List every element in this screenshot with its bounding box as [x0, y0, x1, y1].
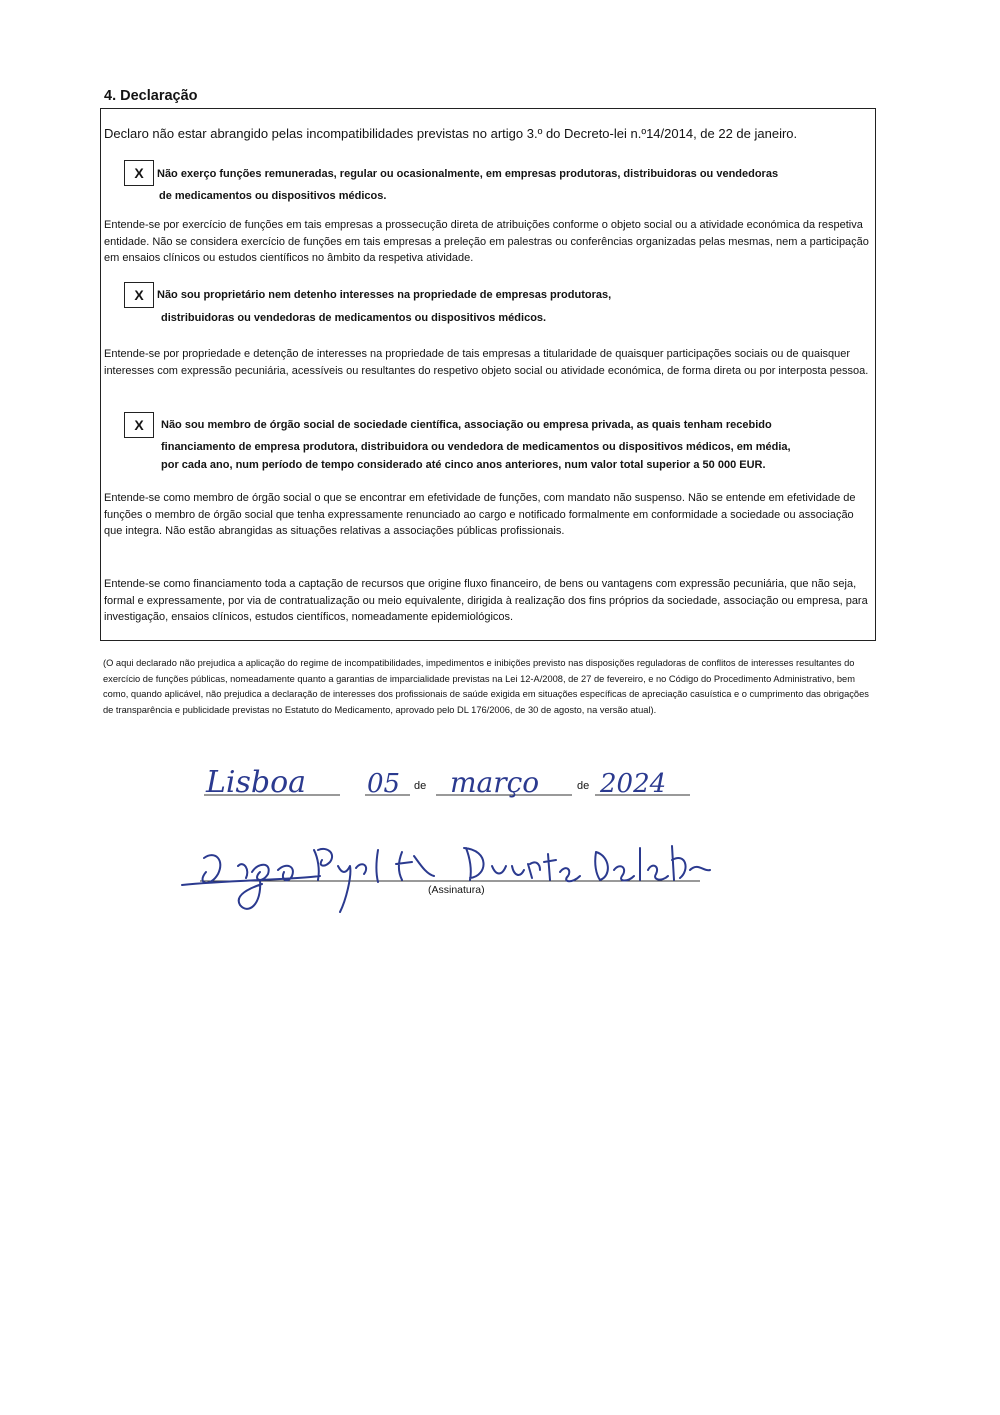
checkbox-mark: X — [134, 165, 144, 181]
checkbox-mark: X — [134, 287, 144, 303]
signature-label: (Assinatura) — [428, 884, 485, 896]
checkbox-no-ownership[interactable] — [124, 282, 154, 308]
financing-note: Entende-se como financiamento toda a captação de recursos que origine fluxo financeiro, de bens ou vantagens com expressão pecuniária, que não seja, formal e expressamente, por via de contratualização ou meio equivalente, dirigida à realização dos fins próprios da sociedade, associação ou empresa, para investigação, ensaios clínicos, estudos científicos, nomeadamente epidemiológicos. — [104, 578, 868, 623]
option-note: Entende-se como membro de órgão social o que se encontrar em efetividade de funções, com mandato não suspenso. Não se entende em efetividade de funções o membro de órgão social que tenha expressamente renunciado ao cargo e notificado formalmente em conformidade a sociedade ou associação que integra. Não estão abrangidas as situações relativas a associações públicas profissionais. — [104, 492, 856, 537]
signature-drawing — [182, 846, 710, 912]
date-day: 05 — [367, 769, 401, 799]
option-text: de medicamentos ou dispositivos médicos. — [159, 190, 387, 202]
declaration-box — [100, 108, 876, 641]
option-note: Entende-se por propriedade e detenção de interesses na propriedade de tais empresas a titularidade de quaisquer participações sociais ou de quaisquer interesses com expressão pecuniária, acessíveis ou resultantes do respetivo objeto social ou atividade económica, de forma direta ou por interposta pessoa. — [104, 348, 869, 377]
date-connector: de — [414, 780, 427, 792]
option-text: financiamento de empresa produtora, distribuidora ou vendedora de medicamentos ou dispositivos médicos, em média, — [161, 441, 791, 453]
option-text: Não sou membro de órgão social de sociedade científica, associação ou empresa privada, as quais tenham recebido — [161, 419, 772, 431]
option-text: distribuidoras ou vendedoras de medicamentos ou dispositivos médicos. — [161, 312, 547, 324]
date-connector: de — [577, 780, 590, 792]
checkbox-no-social-body-membership[interactable] — [124, 412, 154, 438]
section-title: 4. Declaração — [104, 88, 198, 104]
option-text: Não exerço funções remuneradas, regular ou ocasionalmente, em empresas produtoras, distribuidoras ou vendedoras — [157, 168, 779, 180]
date-month: março — [450, 766, 540, 799]
declaration-intro: Declaro não estar abrangido pelas incompatibilidades previstas no artigo 3.º do Decreto-lei n.º14/2014, de 22 de janeiro. — [104, 126, 798, 141]
option-text: por cada ano, num período de tempo considerado até cinco anos anteriores, num valor total superior a 50 000 EUR. — [161, 459, 766, 471]
date-place: Lisboa — [206, 765, 307, 800]
date-year: 2024 — [600, 769, 667, 799]
option-note: Entende-se por exercício de funções em tais empresas a prossecução direta de atribuições conforme o objeto social ou a atividade económica da respetiva entidade. Não se considera exercício de funções em tais empresas a preleção em palestras ou conferências organizadas pelas mesmas, nem a participação em ensaios clínicos ou estudos científicos no âmbito da respetiva atividade. — [104, 219, 869, 264]
legal-footnote: (O aqui declarado não prejudica a aplicação do regime de incompatibilidades, impedimentos e inibições previsto nas disposições reguladoras de conflitos de interesses resultantes do exercício de funções públicas, nomeadamente quanto a garantias de imparcialidade previstas na Lei 12-A/2008, de 27 de fevereiro, e no Código do Procedimento Administrativo, bem como, quando aplicável, não prejudica a declaração de interesses dos profissionais de saúde exigida em situações específicas de apreciação casuística e o cumprimento das obrigações de transparência e publicidade previstas no Estatuto do Medicamento, aprovado pelo DL 176/2006, de 30 de agosto, na versão atual). — [103, 658, 869, 715]
checkbox-mark: X — [134, 417, 144, 433]
checkbox-no-paid-functions[interactable] — [124, 160, 154, 186]
option-text: Não sou proprietário nem detenho interesses na propriedade de empresas produtoras, — [157, 289, 612, 301]
